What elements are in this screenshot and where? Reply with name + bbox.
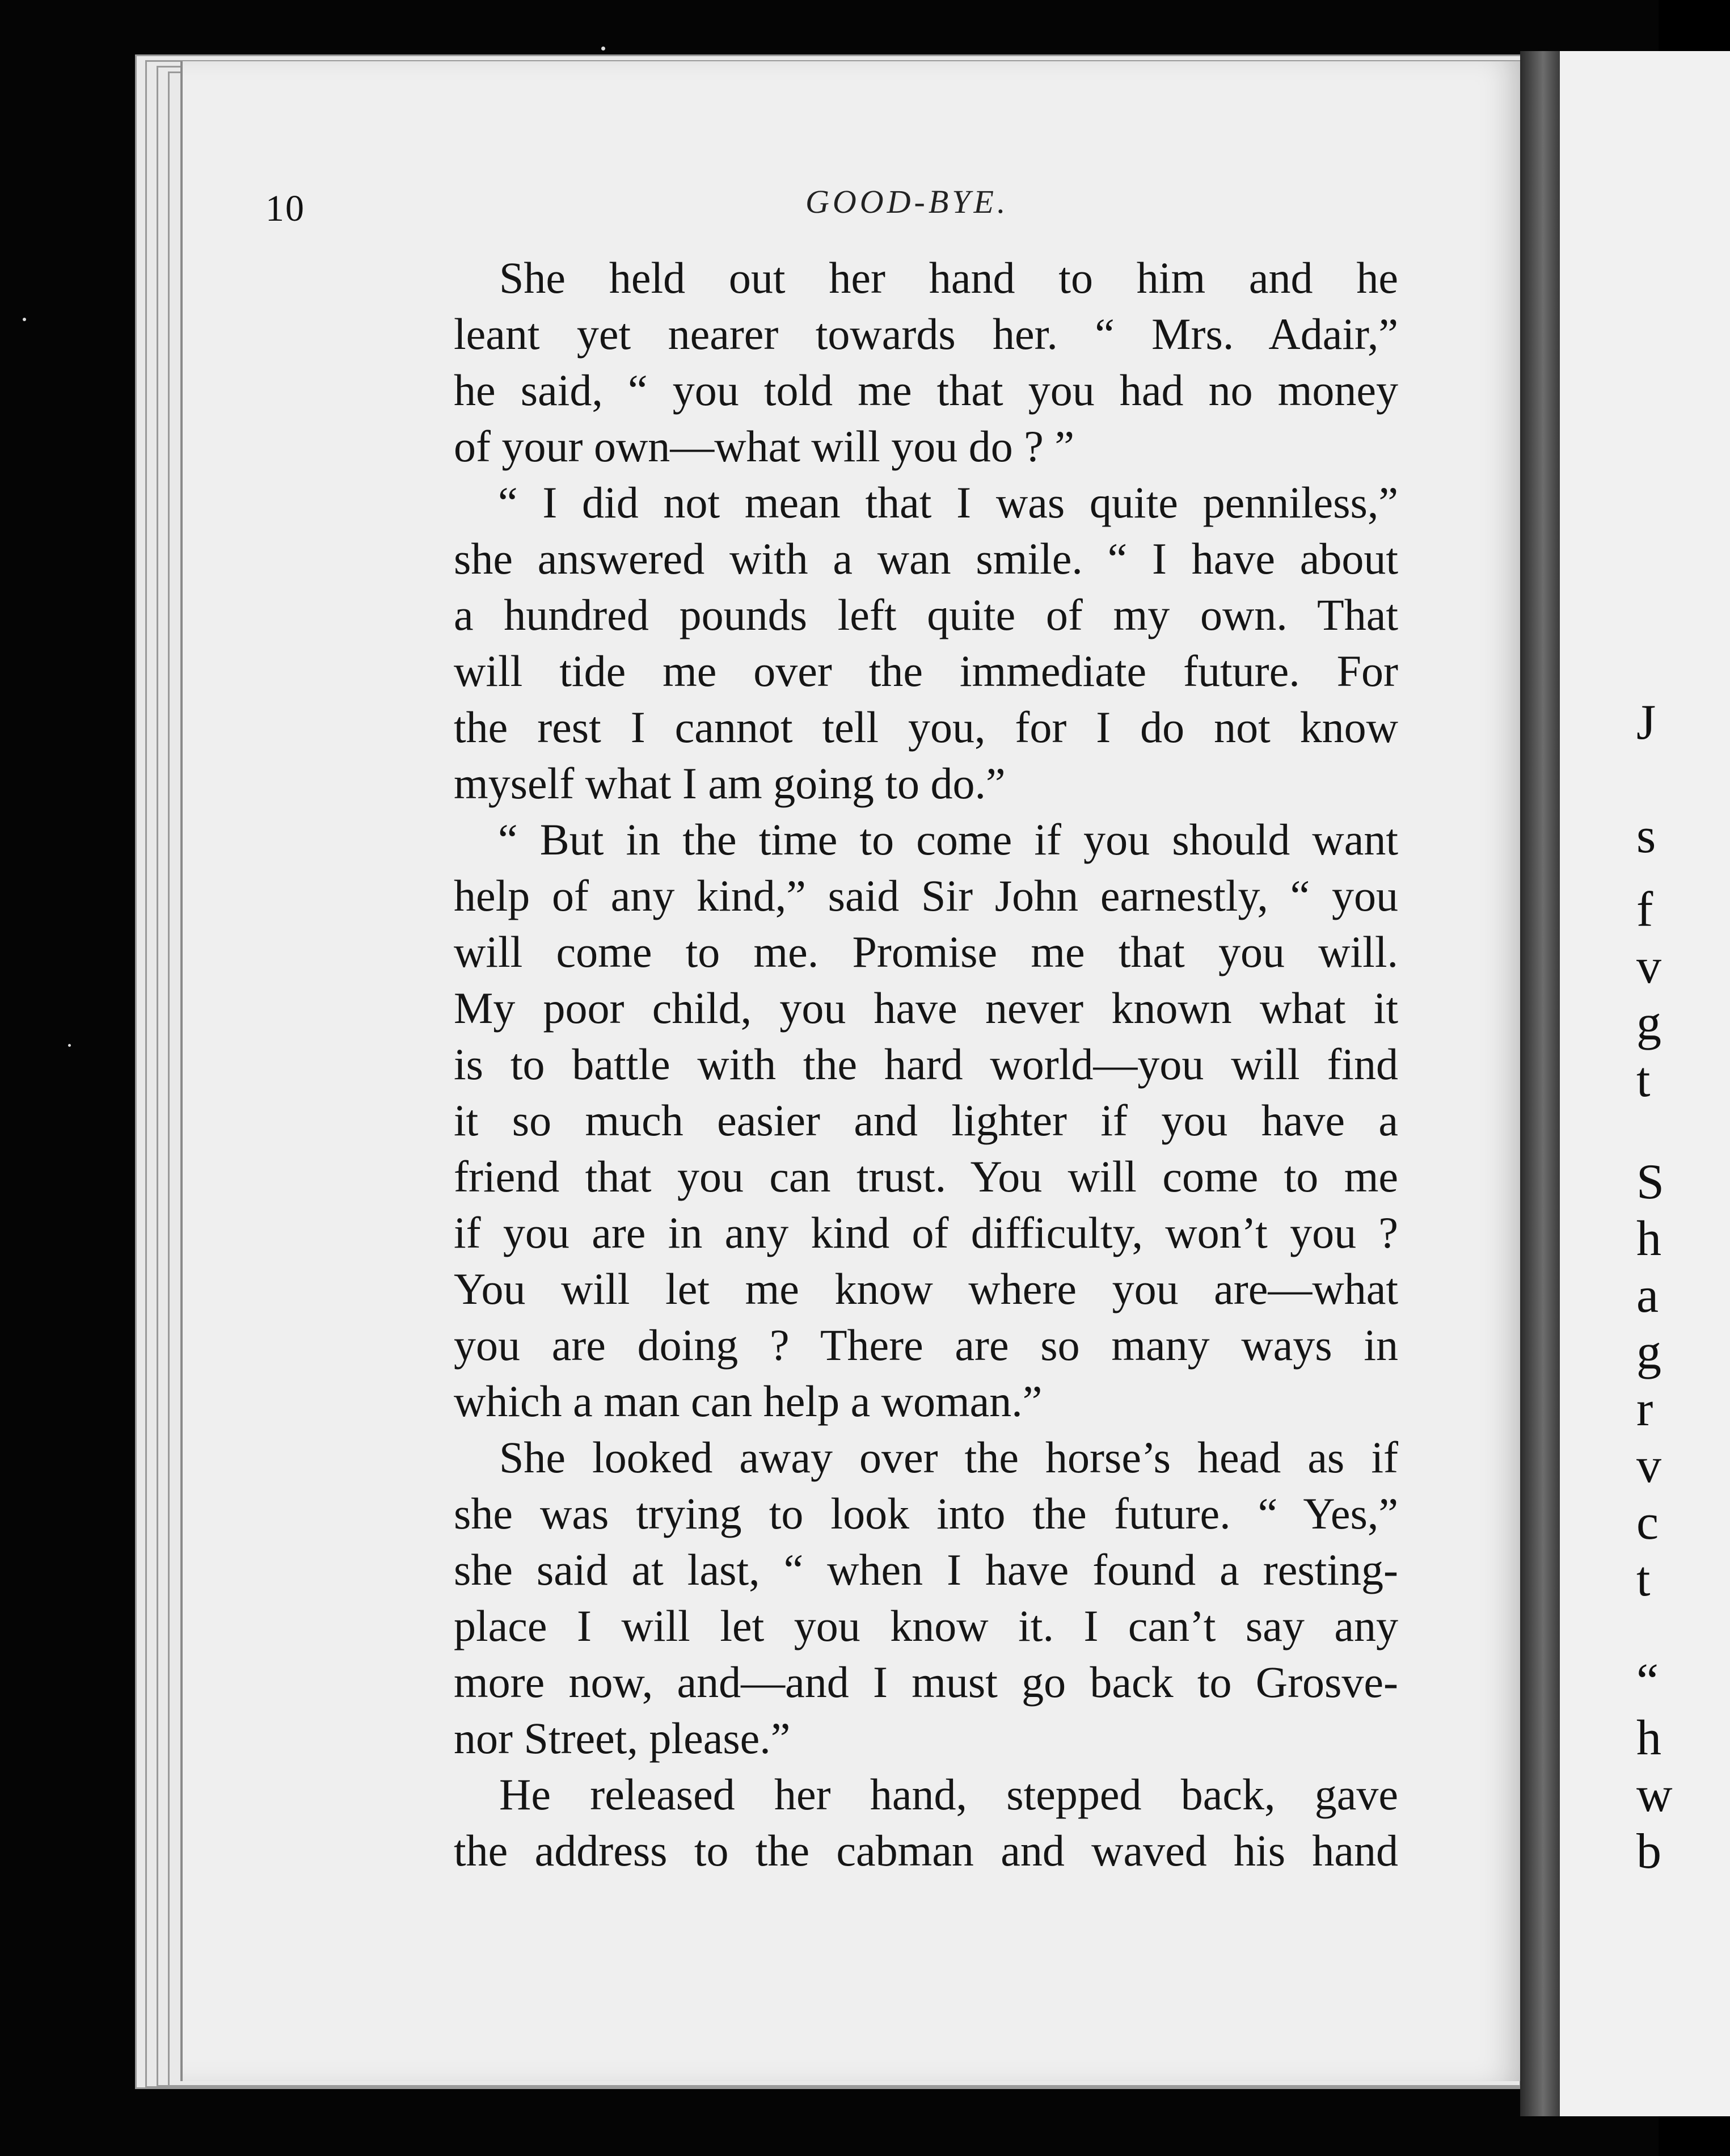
text-line: which a man can help a woman.” <box>454 1376 1043 1426</box>
text-line: a hundred pounds left quite of my own. That <box>454 590 1398 639</box>
text-line: place I will let you know it. I can’t say any <box>454 1601 1398 1650</box>
text-line: more now, and—and I must go back to Grosve- <box>454 1657 1398 1707</box>
facing-page-letter: S <box>1636 1155 1664 1210</box>
text-line: the address to the cabman and waved his hand <box>454 1826 1398 1875</box>
facing-page-letter: “ <box>1636 1654 1659 1709</box>
dust-speck <box>68 1044 71 1047</box>
running-title: GOOD-BYE. <box>805 183 1009 220</box>
text-line: She held out her hand to him and he <box>499 253 1398 302</box>
text-line: if you are in any kind of difficulty, won’t you ? <box>454 1208 1398 1257</box>
text-line: myself what I am going to do.” <box>454 759 1006 808</box>
facing-page-letter: s <box>1636 809 1656 864</box>
page-number: 10 <box>265 188 305 229</box>
text-line: he said, “ you told me that you had no money <box>454 365 1398 415</box>
facing-page-letter: b <box>1636 1824 1661 1879</box>
text-line: help of any kind,” said Sir John earnestly, “ you <box>454 871 1398 920</box>
text-line: She looked away over the horse’s head as if <box>499 1433 1398 1482</box>
facing-page-letter: a <box>1636 1268 1659 1323</box>
facing-page-letter: h <box>1636 1211 1661 1266</box>
facing-page-letter: w <box>1636 1767 1673 1822</box>
text-line: of your own—what will you do ? ” <box>454 422 1074 471</box>
facing-page-letter: r <box>1636 1382 1653 1437</box>
facing-page-letter: c <box>1636 1495 1659 1550</box>
text-line: “ I did not mean that I was quite penniless,” <box>498 478 1398 527</box>
text-line: the rest I cannot tell you, for I do not know <box>454 702 1398 752</box>
facing-page-letter: g <box>1636 1325 1661 1380</box>
dust-speck <box>23 318 26 321</box>
text-line: friend that you can trust. You will come to me <box>454 1152 1398 1201</box>
text-line: it so much easier and lighter if you have a <box>454 1096 1398 1145</box>
text-line: will come to me. Promise me that you will. <box>454 927 1398 976</box>
text-line: You will let me know where you are—what <box>454 1264 1398 1313</box>
facing-page-letter: h <box>1636 1711 1661 1766</box>
text-line: is to battle with the hard world—you will find <box>454 1039 1398 1089</box>
text-line: she said at last, “ when I have found a resting- <box>454 1545 1398 1594</box>
facing-page-letter: f <box>1636 882 1653 937</box>
text-line: He released her hand, stepped back, gave <box>499 1770 1398 1819</box>
text-line: “ But in the time to come if you should want <box>498 815 1398 864</box>
text-line: she was trying to look into the future. “ Yes,” <box>454 1489 1398 1538</box>
text-line: you are doing ? There are so many ways in <box>454 1320 1398 1370</box>
body-text <box>454 250 1398 1879</box>
text-line: My poor child, you have never known what it <box>454 983 1398 1033</box>
facing-page-letter: J <box>1636 695 1656 750</box>
facing-page-letter: t <box>1636 1052 1651 1108</box>
text-line: nor Street, please.” <box>454 1713 791 1763</box>
text-line: she answered with a wan smile. “ I have about <box>454 534 1398 583</box>
facing-page-letter: t <box>1636 1552 1651 1607</box>
text-line: leant yet nearer towards her. “ Mrs. Adair,” <box>454 309 1398 359</box>
facing-page-letter: g <box>1636 996 1661 1051</box>
text-line: will tide me over the immediate future. For <box>454 646 1398 696</box>
facing-page-letter: v <box>1636 1438 1661 1493</box>
dust-speck <box>601 47 605 50</box>
facing-page-letter: v <box>1636 939 1661 994</box>
